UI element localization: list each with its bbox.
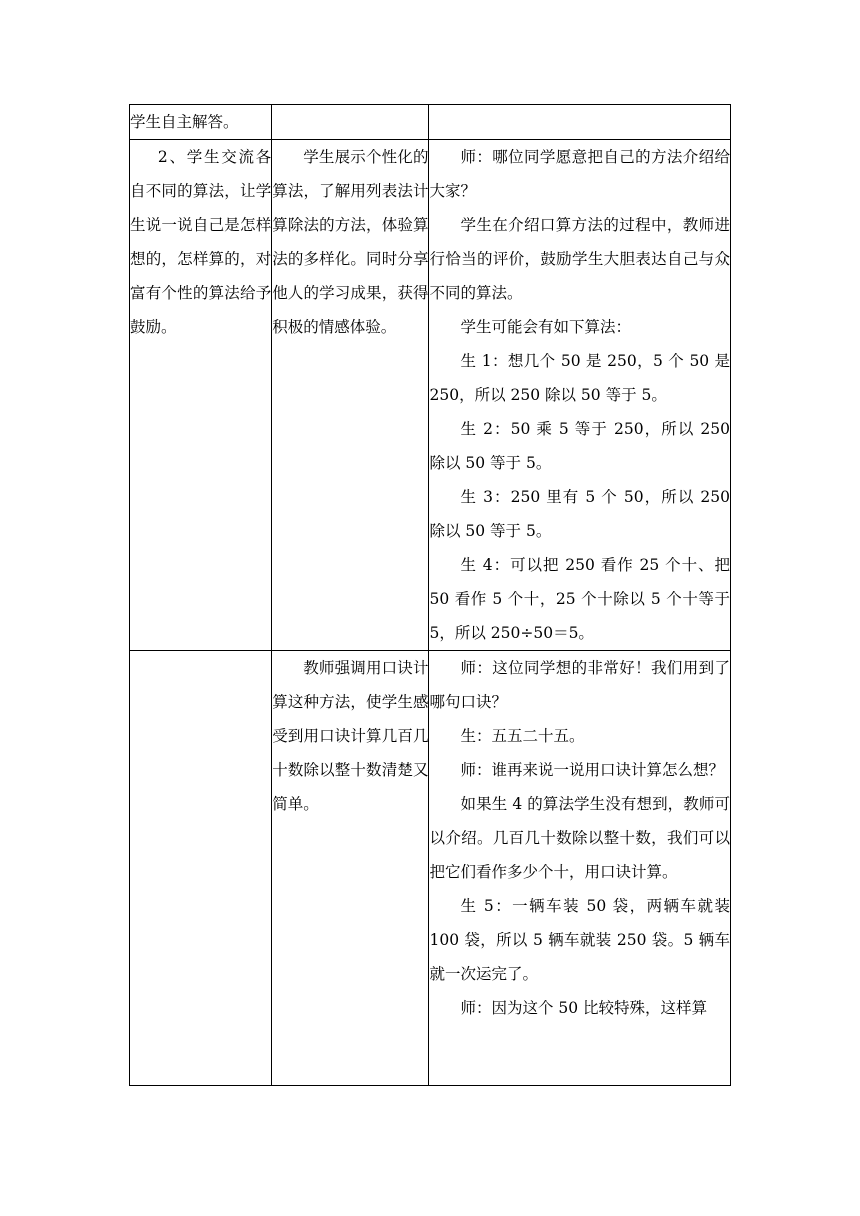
cell-text: 师：这位同学想的非常好！我们用到了哪句口诀？ (429, 659, 730, 711)
classroom-process-cell (429, 105, 731, 140)
cell-text: 师：哪位同学愿意把自己的方法介绍给大家？ (429, 148, 730, 200)
table-row (130, 140, 731, 651)
cell-text: 师：谁再来说一说用口诀计算怎么想？ (460, 761, 724, 779)
cell-text: 生 1：想几个 50 是 250，5 个 50 是 250，所以 250 除以 50 等于 5。 (429, 352, 730, 404)
cell-text: 如果生 4 的算法学生没有想到，教师可以介绍。几百几十数除以整十数，我们可以把它们看作多少个十，用口诀计算。 (429, 795, 730, 881)
cell-text: 学生在介绍口算方法的过程中，教师进行恰当的评价，鼓励学生大胆表达自己与众不同的算法。 (429, 216, 730, 302)
cell-text: 生 3：250 里有 5 个 50，所以 250 除以 50 等于 5。 (429, 488, 730, 540)
design-intent-cell (272, 651, 429, 1086)
teacher-activity-cell (130, 651, 272, 1086)
cell-text: 学生展示个性化的算法，了解用列表法计算除法的方法，体验算法的多样化。同时分享他人的学习成果，获得积极的情感体验。 (272, 148, 429, 336)
cell-text: 生：五五二十五。 (460, 727, 585, 745)
cell-text: 师：因为这个 50 比较特殊，这样算 (460, 999, 708, 1017)
cell-text: 学生自主解答。 (130, 113, 239, 131)
design-intent-cell (272, 140, 429, 651)
cell-text: 2、学生交流各自不同的算法，让学生说一说自己是怎样想的，怎样算的，对富有个性的算法给予鼓励。 (130, 148, 272, 336)
cell-text: 学生可能会有如下算法： (460, 318, 631, 336)
teacher-activity-cell (130, 105, 272, 140)
lesson-plan-table (129, 104, 731, 1086)
table-row (130, 651, 731, 1086)
design-intent-cell (272, 105, 429, 140)
cell-text: 生 4：可以把 250 看作 25 个十、把 50 看作 5 个十，25 个十除以 5 个十等于 5，所以 250÷50＝5。 (429, 556, 730, 642)
cell-text: 教师强调用口诀计算这种方法，使学生感受到用口诀计算几百几十数除以整十数清楚又简单。 (272, 659, 429, 813)
table-row (130, 105, 731, 140)
cell-text: 生 5：一辆车装 50 袋，两辆车就装 100 袋，所以 5 辆车就装 250 袋。5 辆车就一次运完了。 (429, 897, 730, 983)
cell-text: 生 2：50 乘 5 等于 250，所以 250 除以 50 等于 5。 (429, 420, 730, 472)
teacher-activity-cell (130, 140, 272, 651)
classroom-process-cell (429, 651, 731, 1086)
classroom-process-cell (429, 140, 731, 651)
